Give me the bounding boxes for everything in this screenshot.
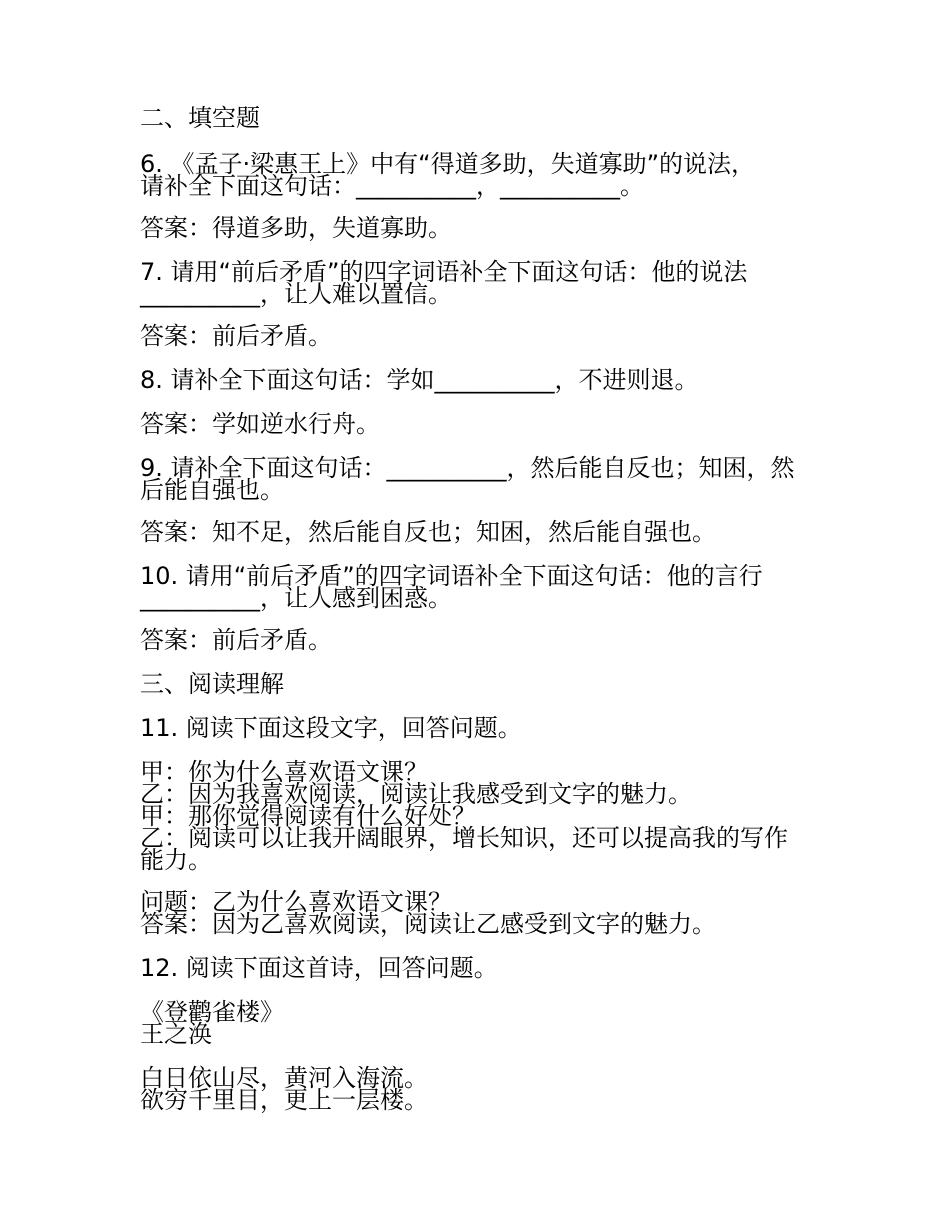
poem-author: 王之涣 xyxy=(140,1020,212,1048)
question-6-text-cont: 请补全下面这句话：__________，__________。 xyxy=(140,172,644,200)
dialogue-line-2: 乙：因为我喜欢阅读，阅读让我感受到文字的魅力。 xyxy=(140,780,692,808)
question-10-text-cont: __________，让人感到困惑。 xyxy=(140,584,452,612)
question-10-text: 10. 请用“前后矛盾”的四字词语补全下面这句话：他的言行 xyxy=(140,562,763,590)
poem-title: 《登鹳雀楼》 xyxy=(140,998,284,1026)
question-6-text: 6. 《孟子·梁惠王上》中有“得道多助，失道寡助”的说法， xyxy=(140,150,756,178)
poem-line-2: 欲穷千里目，更上一层楼。 xyxy=(140,1086,428,1114)
question-9-text-cont: 后能自强也。 xyxy=(140,476,284,504)
question-7-text: 7. 请用“前后矛盾”的四字词语补全下面这句话：他的说法 xyxy=(140,258,748,286)
answer-8: 答案：学如逆水行舟。 xyxy=(140,410,380,438)
question-12-text: 12. 阅读下面这首诗，回答问题。 xyxy=(140,954,498,982)
section-heading-fill-blank: 二、填空题 xyxy=(140,104,260,132)
answer-9: 答案：知不足，然后能自反也；知困，然后能自强也。 xyxy=(140,518,716,546)
dialogue-line-3: 甲：那你觉得阅读有什么好处？ xyxy=(140,802,476,830)
poem-line-1: 白日依山尽，黄河入海流。 xyxy=(140,1064,428,1092)
section-heading-reading: 三、阅读理解 xyxy=(140,670,284,698)
answer-10: 答案：前后矛盾。 xyxy=(140,626,332,654)
answer-11: 答案：因为乙喜欢阅读，阅读让乙感受到文字的魅力。 xyxy=(140,910,716,938)
answer-6: 答案：得道多助，失道寡助。 xyxy=(140,214,452,242)
question-11-text: 11. 阅读下面这段文字，回答问题。 xyxy=(140,714,522,742)
answer-7: 答案：前后矛盾。 xyxy=(140,322,332,350)
dialogue-line-4: 乙：阅读可以让我开阔眼界，增长知识，还可以提高我的写作 xyxy=(140,824,788,852)
question-9-text: 9. 请补全下面这句话：__________，然后能自反也；知困，然 xyxy=(140,454,795,482)
dialogue-line-1: 甲：你为什么喜欢语文课？ xyxy=(140,758,428,786)
dialogue-line-4-cont: 能力。 xyxy=(140,846,212,874)
question-8-text: 8. 请补全下面这句话：学如__________，不进则退。 xyxy=(140,366,699,394)
question-7-text-cont: __________，让人难以置信。 xyxy=(140,280,452,308)
question-11-prompt: 问题：乙为什么喜欢语文课？ xyxy=(140,888,452,916)
